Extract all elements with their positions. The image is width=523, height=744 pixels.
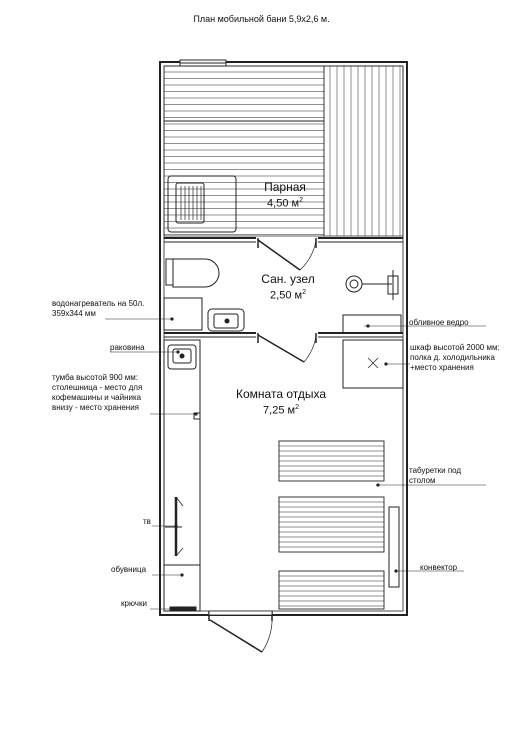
bath-sink (208, 309, 244, 331)
callout-cabinet: тумба высотой 900 мм: столешница - место для кофемашины и чайника внизу - место хранения (52, 373, 143, 412)
callout-bucket: обливное ведро (409, 318, 469, 327)
callout-hooks: крючки (121, 599, 147, 608)
callout-shoes: обувница (111, 565, 147, 574)
room-bath-area: 2,50 м (270, 289, 303, 302)
room-rest: Комната отдыха 7,25 $м^2$ (226, 387, 336, 418)
room-rest-area: 7,25 м (263, 404, 296, 417)
shower (346, 270, 398, 300)
stove (168, 176, 236, 232)
callout-heater: водонагреватель на 50л. 359х344 мм (52, 299, 145, 318)
room-steam-area: 4,50 м (267, 197, 300, 210)
room-bath: Сан. узел 2,50 $м^2$ (248, 272, 328, 303)
entrance-door (209, 611, 272, 652)
tv (165, 497, 183, 556)
bucket-box (343, 315, 401, 333)
callout-tv: тв (143, 517, 151, 526)
bathroom-door (258, 333, 316, 362)
callout-wardrobe: шкаф высотой 2000 мм: полка д. холодильника +место хранения (410, 343, 500, 372)
convector (389, 507, 399, 587)
callout-convector: конвектор (420, 563, 458, 572)
callout-stools: табуретки под столом (409, 466, 462, 485)
room-bath-name: Сан. узел (261, 272, 315, 286)
water-heater (164, 298, 202, 330)
shoe-cabinet (164, 565, 200, 611)
room-rest-name: Комната отдыха (236, 387, 326, 401)
rest-sink (168, 345, 196, 369)
steam-door (258, 238, 316, 270)
hooks (170, 607, 196, 610)
plan-title: План мобильной бани 5,9х2,6 м. (193, 14, 330, 24)
callout-sink: раковина (110, 343, 145, 352)
room-steam: Парная 4,50 $м^2$ (250, 180, 320, 211)
toilet (166, 259, 219, 287)
room-steam-name: Парная (264, 180, 306, 194)
counter-cabinet (164, 340, 200, 565)
